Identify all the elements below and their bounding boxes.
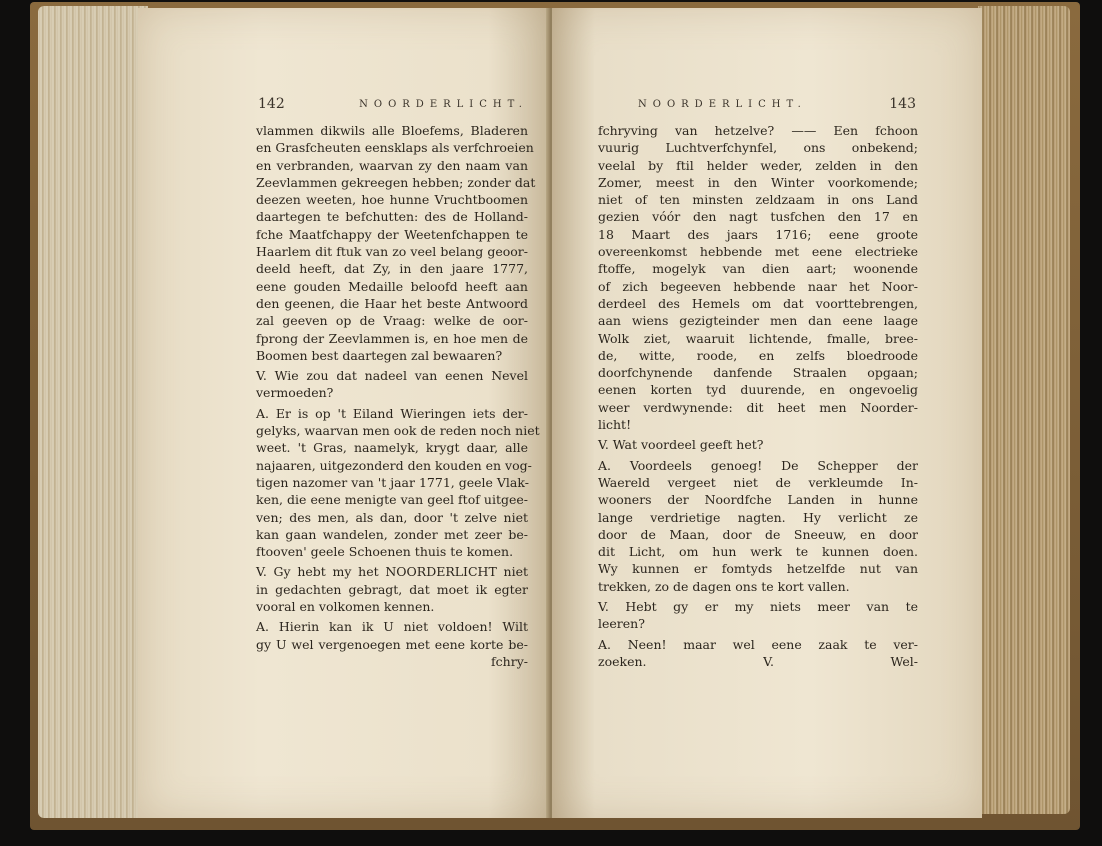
right-page-text xyxy=(598,122,918,670)
text-line: najaaren, uitgezonderd den kouden en vog- xyxy=(256,457,532,473)
left-page xyxy=(138,8,550,818)
text-line: ven; des men, als dan, door 't zelve niet xyxy=(256,509,528,525)
text-line: fprong der Zeevlammen is, en hoe men de xyxy=(256,330,528,346)
text-line: zal geeven op de Vraag: welke de oor- xyxy=(256,313,528,329)
text-line: zoeken. V. Wel- xyxy=(598,653,918,669)
page-number: 142 xyxy=(258,96,285,112)
text-line: ken, die eene menigte van geel ftof uitgee- xyxy=(256,492,528,508)
text-line: fchryving van hetzelve? —— Een fchoon xyxy=(598,123,918,138)
text-line: A. Voordeels genoeg! De Schepper der xyxy=(598,457,918,473)
text-line: weet. 't Gras, naamelyk, krygt daar, alle xyxy=(256,440,528,456)
text-line: wooners der Noordfche Landen in hunne xyxy=(598,492,918,508)
text-line: gezien vóór den nagt tusfchen den 17 en xyxy=(598,209,918,225)
text-line: vlammen dikwils alle Bloefems, Bladeren xyxy=(256,123,528,138)
page-edges-left xyxy=(38,6,148,818)
text-line: V. Gy hebt my het NOORDERLICHT niet xyxy=(256,564,528,580)
text-line: niet of ten minsten zeldzaam in ons Land xyxy=(598,192,918,208)
page-edges-right xyxy=(978,6,1070,814)
text-line: in gedachten gebragt, dat moet ik egter xyxy=(256,581,528,597)
left-page-text xyxy=(256,122,540,670)
left-running-head xyxy=(258,94,528,114)
text-line: lange verdrietige nagten. Hy verlicht ze xyxy=(598,509,918,525)
text-line: overeenkomst hebbende met eene electrieke xyxy=(598,244,918,260)
text-line: leeren? xyxy=(598,616,645,632)
page-number: 143 xyxy=(889,96,916,112)
text-line: veelal by ftil helder weder, zelden in den xyxy=(598,157,918,173)
text-line: Waereld vergeet niet de verkleumde In- xyxy=(598,474,918,490)
text-line: vuurig Luchtverfchynfel, ons onbekend; xyxy=(598,140,918,156)
text-line: fchry- xyxy=(491,653,528,669)
text-line: V. Wie zou dat nadeel van eenen Nevel xyxy=(256,368,528,384)
text-line: A. Neen! maar wel eene zaak te ver- xyxy=(598,636,918,652)
text-line: deeld heeft, dat Zy, in den jaare 1777, xyxy=(256,261,528,277)
text-line: of zich begeeven hebbende naar het Noor- xyxy=(598,278,918,294)
text-line: den geenen, die Haar het beste Antwoord xyxy=(256,295,528,311)
text-line: de, witte, roode, en zelfs bloedroode xyxy=(598,347,918,363)
text-line: derdeel des Hemels om dat voorttebrengen, xyxy=(598,295,918,311)
text-line: ftoffe, mogelyk van dien aart; woonende xyxy=(598,261,918,277)
text-line: ftooven' geele Schoenen thuis te komen. xyxy=(256,544,514,560)
running-head-title: NOORDERLICHT. xyxy=(359,98,528,110)
text-line: 18 Maart des jaars 1716; eene groote xyxy=(598,226,918,242)
text-line: weer verdwynende: dit heet men Noorder- xyxy=(598,399,918,415)
text-line: gy U wel vergenoegen met eene korte be- xyxy=(256,636,528,652)
right-page xyxy=(552,8,982,818)
text-line: eenen korten tyd duurende, en ongevoelig xyxy=(598,382,918,398)
text-line: A. Er is op 't Eiland Wieringen iets der- xyxy=(256,405,528,421)
text-line: V. Hebt gy er my niets meer van te xyxy=(598,599,918,615)
text-line: deezen weeten, hoe hunne Vruchtboomen xyxy=(256,192,528,208)
text-line: Zeevlammen gekreegen hebben; zonder dat xyxy=(256,174,536,190)
text-line: licht! xyxy=(598,417,632,433)
text-line: fche Maatfchappy der Weetenfchappen te xyxy=(256,226,528,242)
text-line: A. Hierin kan ik U niet voldoen! Wilt xyxy=(256,619,528,635)
text-line: tigen nazomer van 't jaar 1771, geele Vlak- xyxy=(256,474,529,490)
text-line: en Grasfcheuten eensklaps als verfchroeien xyxy=(256,140,534,156)
text-line: vermoeden? xyxy=(256,385,334,401)
text-line: Boomen best daartegen zal bewaaren? xyxy=(256,347,503,363)
text-line: en verbranden, waarvan zy den naam van xyxy=(256,157,528,173)
text-line: Wy kunnen er fomtyds hetzelfde nut van xyxy=(598,561,918,577)
text-line: dit Licht, om hun werk te kunnen doen. xyxy=(598,544,918,560)
text-line: eene gouden Medaille beloofd heeft aan xyxy=(256,278,528,294)
text-line: aan wiens gezigteinder men dan eene laage xyxy=(598,313,918,329)
text-line: gelyks, waarvan men ook de reden noch niet xyxy=(256,423,540,439)
text-line: Haarlem dit ftuk van zo veel belang geoor- xyxy=(256,244,528,260)
running-head-title: NOORDERLICHT. xyxy=(638,98,807,110)
text-line: door de Maan, door de Sneeuw, en door xyxy=(598,526,918,542)
right-running-head xyxy=(638,94,916,114)
text-line: vooral en volkomen kennen. xyxy=(256,599,435,615)
text-line: V. Wat voordeel geeft het? xyxy=(598,437,764,453)
text-line: trekken, zo de dagen ons te kort vallen. xyxy=(598,578,850,594)
text-line: Wolk ziet, waaruit lichtende, fmalle, bree- xyxy=(598,330,918,346)
text-line: doorfchynende danfende Straalen opgaan; xyxy=(598,365,918,381)
text-line: Zomer, meest in den Winter voorkomende; xyxy=(598,174,918,190)
text-line: kan gaan wandelen, zonder met zeer be- xyxy=(256,526,528,542)
text-line: daartegen te befchutten: des de Holland- xyxy=(256,209,528,225)
